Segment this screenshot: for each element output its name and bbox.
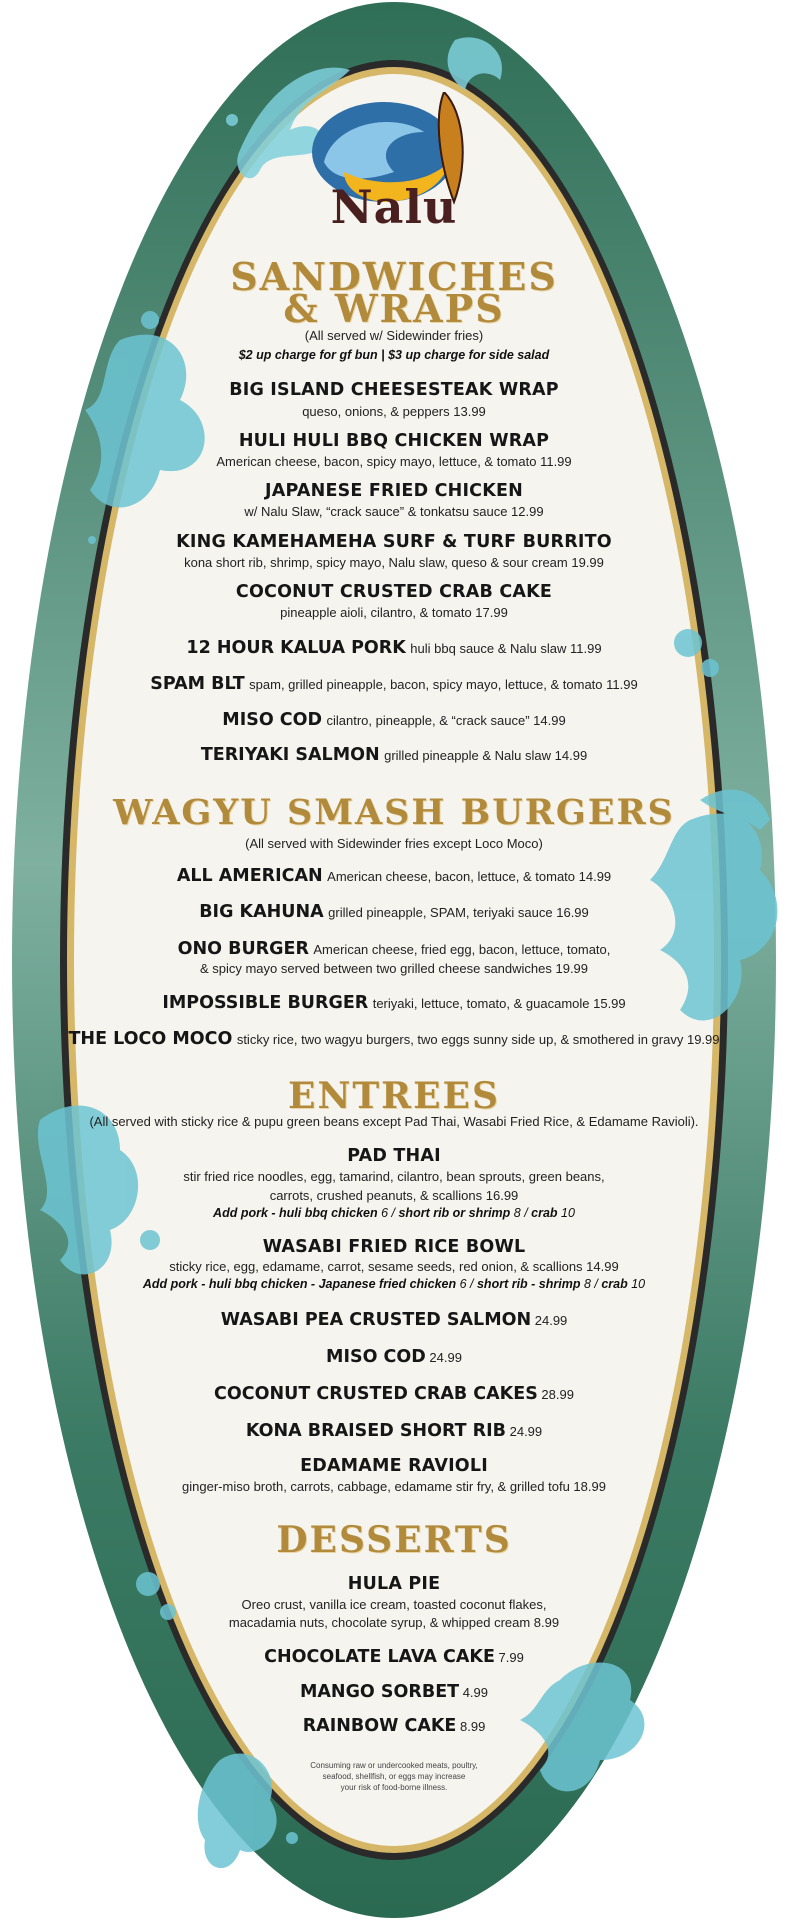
addon-label: short rib - shrimp bbox=[476, 1277, 581, 1291]
addon-label: crab bbox=[531, 1206, 558, 1220]
menu-item-desc: spam, grilled pineapple, bacon, spicy mayo, lettuce, & tomato 11.99 bbox=[249, 677, 638, 692]
menu-item-desc: stir fried rice noodles, egg, tamarind, cilantro, bean sprouts, green beans, bbox=[183, 1169, 605, 1184]
menu-item-desc: teriyaki, lettuce, tomato, & guacamole 15.99 bbox=[372, 996, 626, 1011]
menu-item-name: IMPOSSIBLE BURGER bbox=[162, 993, 369, 1013]
menu-item-inline bbox=[74, 1647, 714, 1667]
menu-item-price: 8.99 bbox=[456, 1719, 486, 1734]
disclaimer-line: Consuming raw or undercooked meats, poultry, bbox=[310, 1761, 478, 1770]
sandwiches-note: (All served w/ Sidewinder fries) bbox=[304, 328, 484, 343]
menu-item-name: ALL AMERICAN bbox=[176, 866, 323, 886]
menu-item-desc: pineapple aioli, cilantro, & tomato 17.99 bbox=[280, 605, 508, 620]
menu-item-desc: cilantro, pineapple, & “crack sauce” 14.99 bbox=[326, 713, 566, 728]
menu-item-name: RAINBOW CAKE bbox=[302, 1716, 457, 1736]
addon-price: 10 bbox=[627, 1277, 646, 1291]
menu-item-desc: w/ Nalu Slaw, “crack sauce” & tonkatsu sauce 12.99 bbox=[244, 504, 544, 519]
menu-item-desc: grilled pineapple & Nalu slaw 14.99 bbox=[384, 748, 588, 763]
desserts-title: DESSERTS bbox=[276, 1519, 512, 1561]
menu-item-desc: Oreo crust, vanilla ice cream, toasted coconut flakes, bbox=[241, 1597, 547, 1612]
addon-price: 8 / bbox=[580, 1277, 602, 1291]
addon-label: short rib or shrimp bbox=[398, 1206, 511, 1220]
menu-item-name: THE LOCO MOCO bbox=[68, 1029, 233, 1049]
menu-item-name: 12 HOUR KALUA PORK bbox=[186, 638, 406, 658]
entrees-note: (All served with sticky rice & pupu green beans except Pad Thai, Wasabi Fried Rice, & Edamame Ravioli). bbox=[89, 1114, 699, 1129]
menu-item-desc: macadamia nuts, chocolate syrup, & whipped cream 8.99 bbox=[228, 1615, 560, 1630]
menu-item-inline bbox=[74, 745, 714, 765]
menu-item-inline bbox=[74, 1682, 714, 1702]
menu-item-desc: sticky rice, egg, edamame, carrot, sesame seeds, red onion, & scallions 14.99 bbox=[169, 1259, 619, 1274]
menu-item-inline bbox=[74, 1310, 714, 1330]
burgers-note: (All served with Sidewinder fries except Loco Moco) bbox=[245, 836, 543, 851]
menu-item-inline bbox=[74, 939, 714, 959]
menu-item-inline bbox=[74, 674, 714, 694]
addon-price: 6 / bbox=[456, 1277, 477, 1291]
addon-label: crab bbox=[601, 1277, 628, 1291]
menu-item-desc: American cheese, bacon, spicy mayo, lettuce, & tomato 11.99 bbox=[216, 454, 572, 469]
addon-label: Add pork - huli bbq chicken bbox=[213, 1206, 378, 1220]
menu-item-name: CHOCOLATE LAVA CAKE bbox=[264, 1647, 495, 1667]
menu-item-price: 24.99 bbox=[531, 1313, 568, 1328]
burgers-title: WAGYU SMASH BURGERS bbox=[113, 792, 675, 833]
menu-item-inline bbox=[74, 993, 714, 1013]
menu-item-desc: queso, onions, & peppers 13.99 bbox=[302, 404, 486, 419]
menu-item-desc: grilled pineapple, SPAM, teriyaki sauce 16.99 bbox=[328, 905, 589, 920]
menu-item-name: BIG KAHUNA bbox=[199, 902, 324, 922]
menu-item-inline bbox=[49, 1029, 739, 1049]
menu-item-price: 4.99 bbox=[459, 1685, 489, 1700]
menu-item-name: ONO BURGER bbox=[177, 939, 309, 959]
disclaimer-line: seafood, shellfish, or eggs may increase bbox=[322, 1772, 466, 1781]
menu-item-inline bbox=[74, 1384, 714, 1404]
menu-item-name: COCONUT CRUSTED CRAB CAKE bbox=[235, 582, 553, 602]
menu-item-name: WASABI PEA CRUSTED SALMON bbox=[220, 1310, 532, 1330]
addon-price: 8 / bbox=[510, 1206, 532, 1220]
menu-item-inline bbox=[74, 1716, 714, 1736]
menu-item-price: 24.99 bbox=[506, 1424, 543, 1439]
menu-item-inline bbox=[74, 866, 714, 886]
menu-item-name: BIG ISLAND CHEESESTEAK WRAP bbox=[229, 380, 559, 400]
disclaimer-line: your risk of food-borne illness. bbox=[340, 1783, 448, 1792]
menu-item-desc: American cheese, fried egg, bacon, lettuce, tomato, bbox=[313, 942, 611, 957]
menu-item-name: MANGO SORBET bbox=[299, 1682, 460, 1702]
menu-item-name: HULI HULI BBQ CHICKEN WRAP bbox=[238, 431, 550, 451]
menu-item-desc: American cheese, bacon, lettuce, & tomato 14.99 bbox=[327, 869, 612, 884]
menu-item-inline bbox=[74, 902, 714, 922]
menu-item-name: SPAM BLT bbox=[150, 674, 245, 694]
menu-item-name: KONA BRAISED SHORT RIB bbox=[245, 1421, 506, 1441]
menu-item-name: KING KAMEHAMEHA SURF & TURF BURRITO bbox=[176, 532, 612, 552]
menu-item-name: COCONUT CRUSTED CRAB CAKES bbox=[214, 1384, 538, 1404]
addon-price: 10 bbox=[557, 1206, 575, 1220]
sandwiches-title: SANDWICHES bbox=[230, 254, 558, 299]
menu-item-desc: sticky rice, two wagyu burgers, two eggs sunny side up, & smothered in gravy 19.99 bbox=[236, 1032, 720, 1047]
menu-item-name: MISO COD bbox=[326, 1347, 426, 1367]
menu-item-addon bbox=[74, 1277, 714, 1291]
menu-item-desc: ginger-miso broth, carrots, cabbage, edamame stir fry, & grilled tofu 18.99 bbox=[182, 1479, 606, 1494]
menu-item-price: 24.99 bbox=[425, 1350, 462, 1365]
menu-item-price: 28.99 bbox=[537, 1387, 574, 1402]
menu-item-inline bbox=[74, 710, 714, 730]
menu-item-name: PAD THAI bbox=[347, 1146, 441, 1166]
menu-item-desc: & spicy mayo served between two grilled cheese sandwiches 19.99 bbox=[199, 961, 589, 976]
menu-item-name: JAPANESE FRIED CHICKEN bbox=[265, 481, 523, 501]
food-safety-disclaimer bbox=[294, 1760, 494, 1793]
entrees-title: ENTREES bbox=[288, 1075, 500, 1117]
menu-item-name: TERIYAKI SALMON bbox=[200, 745, 380, 765]
menu-item-name: EDAMAME RAVIOLI bbox=[300, 1456, 488, 1476]
menu-item-inline bbox=[74, 638, 714, 658]
menu-item-desc: carrots, crushed peanuts, & scallions 16.99 bbox=[269, 1188, 519, 1203]
sandwiches-title-line2: & WRAPS bbox=[283, 286, 505, 331]
menu-item-desc: huli bbq sauce & Nalu slaw 11.99 bbox=[410, 641, 602, 656]
menu-item-name: WASABI FRIED RICE BOWL bbox=[262, 1237, 526, 1257]
sandwiches-charges: $2 up charge for gf bun | $3 up charge for side salad bbox=[238, 348, 550, 362]
menu-item-inline bbox=[74, 1347, 714, 1367]
addon-label: Add pork - huli bbq chicken - Japanese fried chicken bbox=[142, 1277, 457, 1291]
brand-name: Nalu bbox=[330, 180, 458, 234]
menu-item-name: MISO COD bbox=[222, 710, 323, 730]
menu-item-addon bbox=[74, 1206, 714, 1220]
menu-item-desc: kona short rib, shrimp, spicy mayo, Nalu slaw, queso & sour cream 19.99 bbox=[184, 555, 604, 570]
menu-item-name: HULA PIE bbox=[347, 1574, 441, 1594]
addon-price: 6 / bbox=[377, 1206, 399, 1220]
menu-item-price: 7.99 bbox=[494, 1650, 524, 1665]
menu-item-inline bbox=[74, 1421, 714, 1441]
menu-content bbox=[68, 0, 720, 1920]
